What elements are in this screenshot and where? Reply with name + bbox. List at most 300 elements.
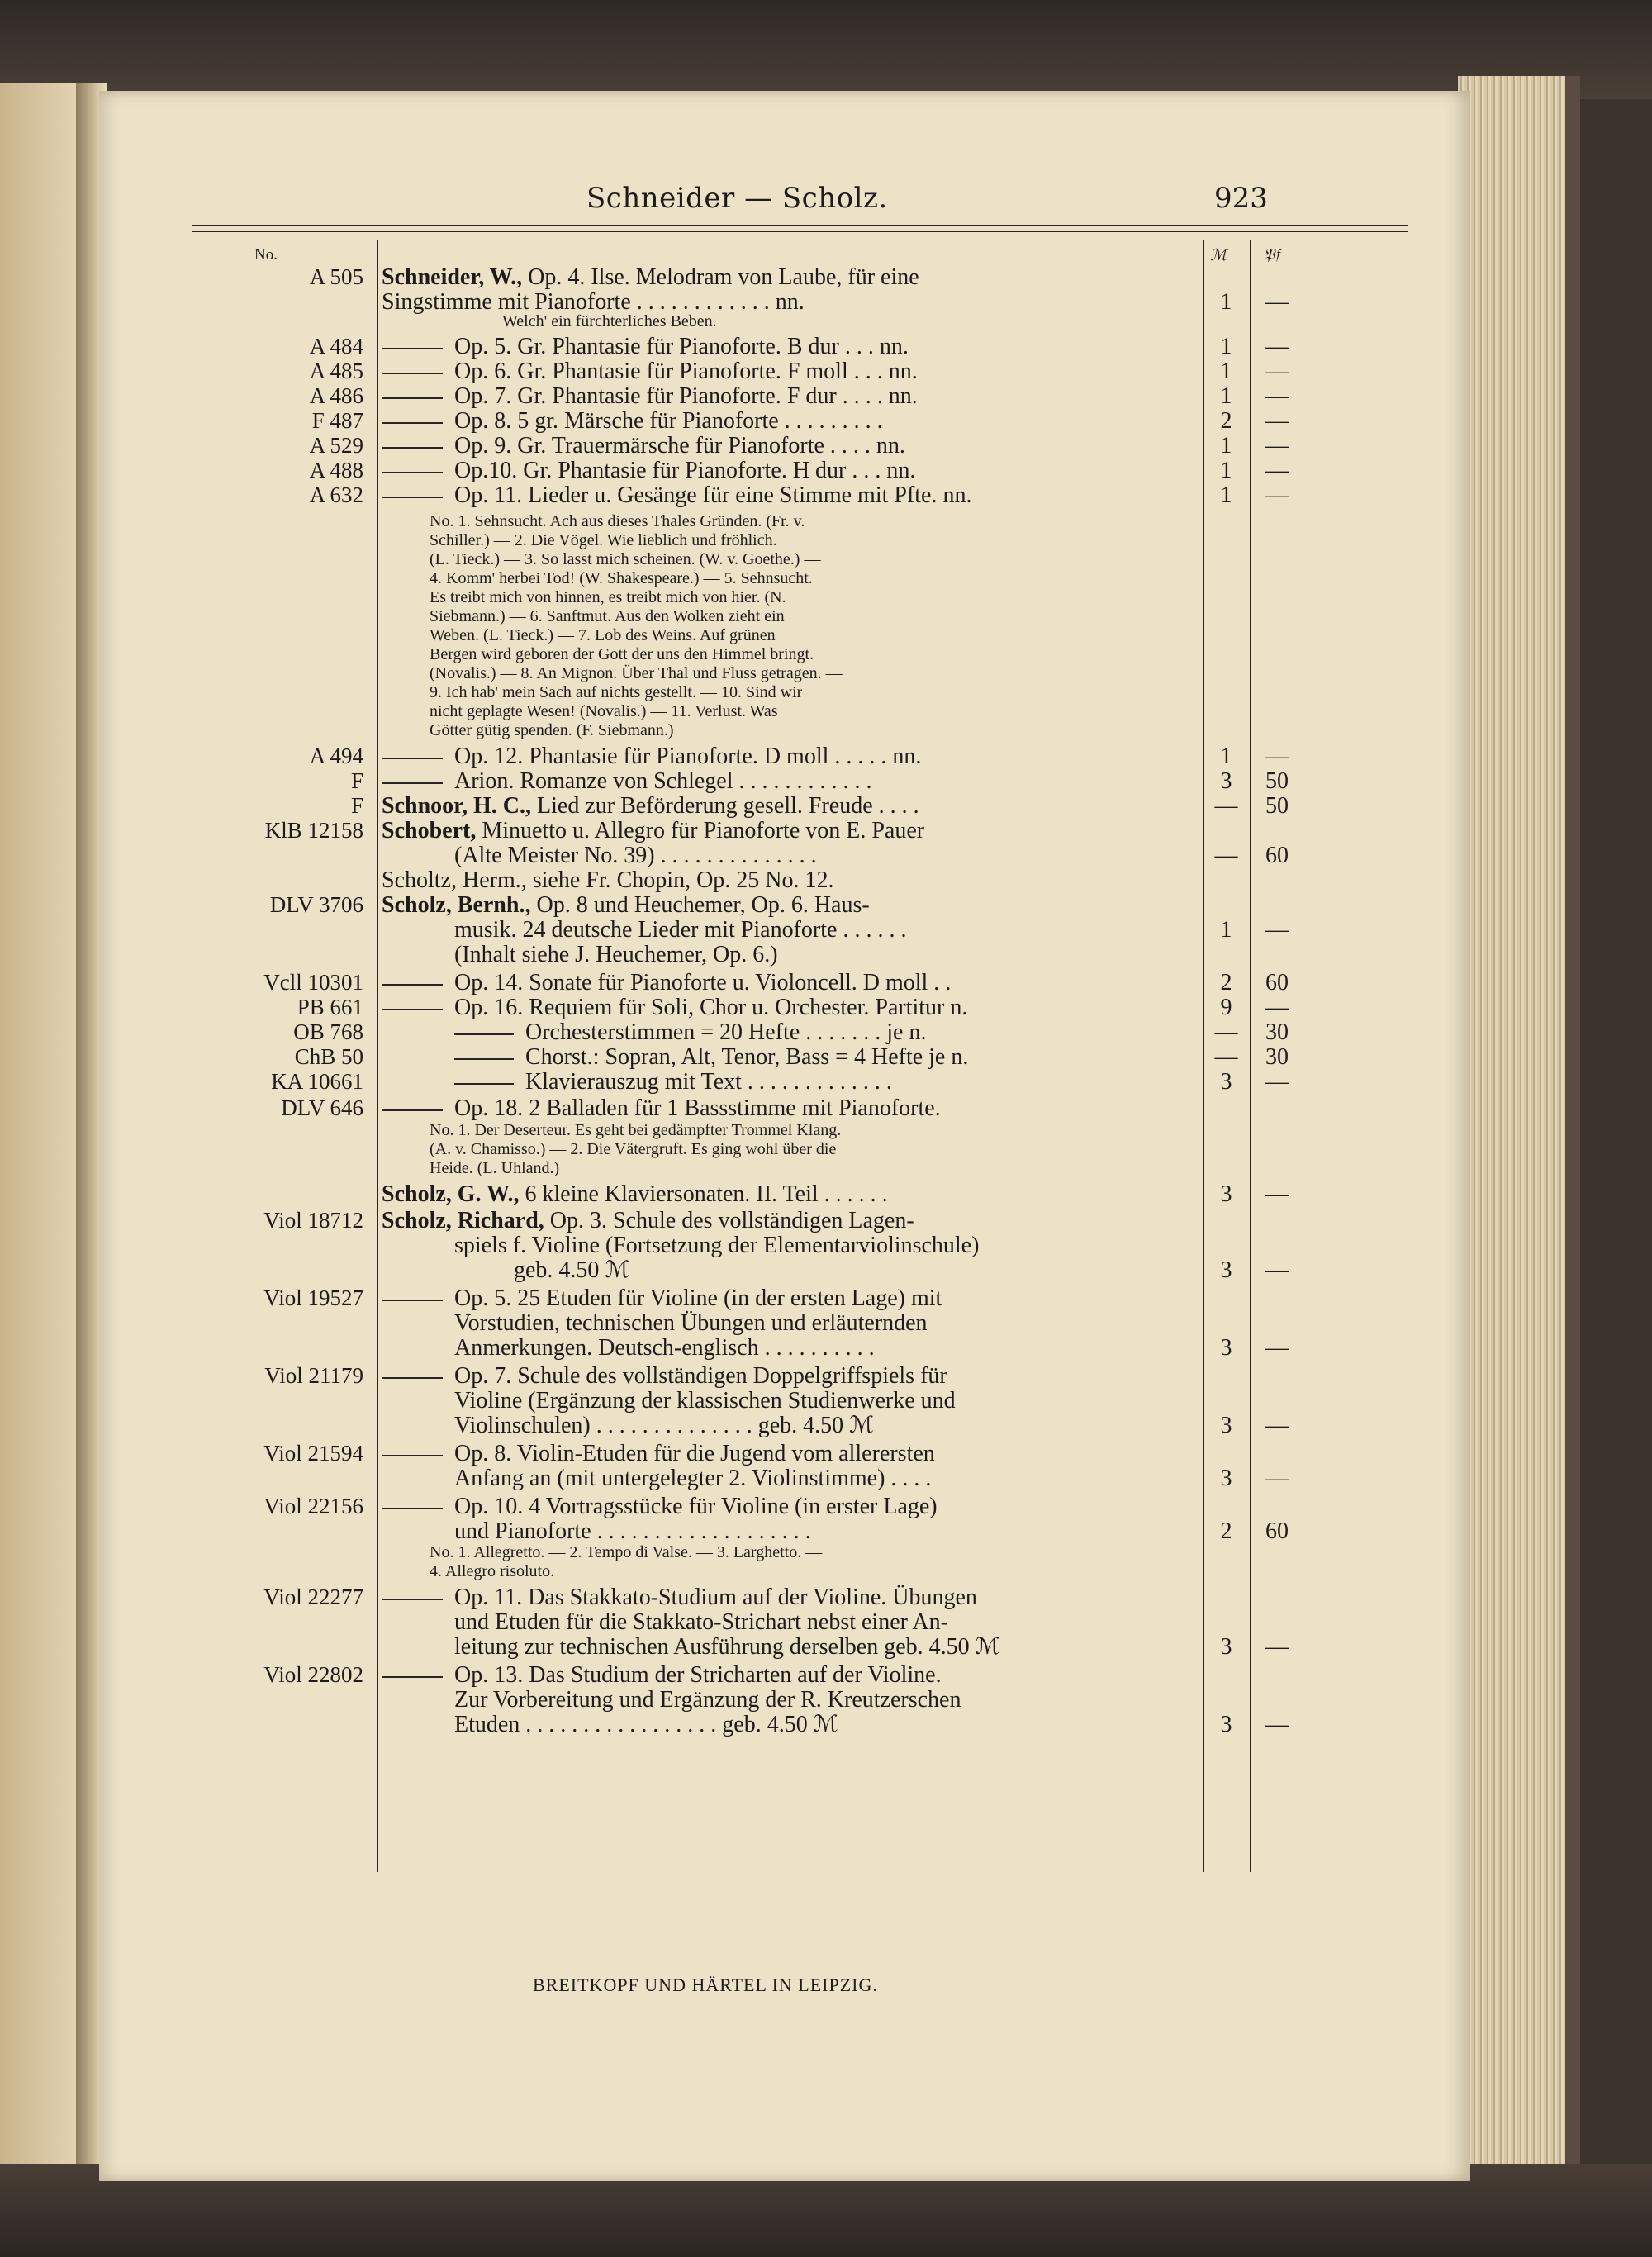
price-mark: 2 (1220, 408, 1232, 434)
catalog-number: F 487 (311, 408, 363, 433)
entry-text: Schiller.) — 2. Die Vögel. Wie lieblich und fröhlich. (430, 531, 777, 549)
entry-text: Etuden . . . . . . . . . . . . . . . . . geb. 4.50 ℳ (454, 1712, 838, 1737)
catalog-number: DLV 3706 (269, 892, 363, 917)
entry-text: (Alte Meister No. 39) . . . . . . . . . . . . . . (454, 843, 817, 868)
entry-text-cell (382, 1609, 1195, 1635)
price-pfennig: — (1265, 383, 1289, 409)
entry-text-cell (382, 1363, 1195, 1389)
entry-text-cell (382, 408, 1195, 434)
price-pfennig: — (1265, 744, 1289, 769)
entry-text: Klavierauszug mit Text . . . . . . . . . . . . . (525, 1069, 892, 1095)
entry-text: Es treibt mich von hinnen, es treibt mich von hier. (N. (430, 588, 786, 606)
entry-text: Op.10. Gr. Phantasie für Pianoforte. H dur . . . nn. (454, 458, 916, 483)
price-mark: 3 (1220, 1413, 1232, 1438)
catalog-line (99, 664, 1470, 683)
entry-text: Vorstudien, technischen Übungen und erläuternden (454, 1310, 928, 1336)
entry-text-cell (430, 607, 1198, 626)
catalog-line (99, 768, 1470, 794)
entry-text: Arion. Romanze von Schlegel . . . . . . . . . . . . (454, 768, 872, 794)
entry-text-cell (430, 312, 1198, 331)
price-mark: 1 (1220, 289, 1232, 315)
entry-text-cell (382, 917, 1195, 943)
catalog-number: KA 10661 (271, 1069, 363, 1094)
catalog-line (99, 312, 1470, 331)
entry-text: Op. 13. Das Studium der Stricharten auf der Violine. (454, 1662, 942, 1688)
price-mark: 2 (1220, 970, 1232, 995)
column-head-pfennig: 𝔓𝔣 (1264, 246, 1280, 264)
entry-text: Chorst.: Sopran, Alt, Tenor, Bass = 4 Hefte je n. (525, 1044, 969, 1070)
entry-text: musik. 24 deutsche Lieder mit Pianoforte . . . . . . (454, 917, 907, 943)
catalog-line (99, 1044, 1470, 1070)
price-pfennig: — (1265, 289, 1289, 315)
catalog-line (99, 433, 1470, 459)
catalog-number: F (350, 768, 363, 793)
ditto-dash (382, 1676, 443, 1678)
price-pfennig: — (1265, 458, 1289, 483)
catalog-number: Viol 18712 (263, 1208, 363, 1233)
entry-text: Bergen wird geboren der Gott der uns den Himmel bringt. (430, 645, 814, 663)
book-edge-top (0, 0, 1652, 99)
catalog-line (99, 607, 1470, 626)
entry-text-cell (382, 1044, 1195, 1070)
catalog-line (99, 1662, 1470, 1688)
catalog-line (99, 1609, 1470, 1635)
entry-text-cell (382, 359, 1195, 384)
price-pfennig: — (1265, 1634, 1289, 1660)
catalog-line (99, 359, 1470, 384)
catalog-page (99, 91, 1470, 2181)
catalog-line (99, 1634, 1470, 1660)
entry-text-cell (382, 1181, 1195, 1207)
catalog-line (99, 1019, 1470, 1045)
entry-text: (Inhalt siehe J. Heuchemer, Op. 6.) (454, 942, 778, 967)
entry-text: Schneider, W., Op. 4. Ilse. Melodram von Laube, für eine (382, 264, 919, 290)
ditto-dash (454, 1083, 514, 1085)
entry-text-cell (382, 867, 1195, 893)
entry-text-cell (382, 1466, 1195, 1491)
entry-text: Anmerkungen. Deutsch-englisch . . . . . . . . . . (454, 1335, 875, 1361)
price-pfennig: — (1265, 359, 1289, 384)
entry-text: und Pianoforte . . . . . . . . . . . . . . . . . . . (454, 1518, 811, 1544)
entry-text-cell (430, 531, 1198, 550)
catalog-line (99, 289, 1470, 315)
catalog-line (99, 531, 1470, 550)
ditto-dash (382, 782, 443, 784)
entry-text: Violinschulen) . . . . . . . . . . . . . . geb. 4.50 ℳ (454, 1413, 875, 1438)
price-mark: 1 (1220, 482, 1232, 508)
entry-text: 4. Allegro risoluto. (430, 1562, 555, 1580)
entry-text-cell (430, 1140, 1198, 1159)
entry-text-cell (382, 482, 1195, 508)
entry-text: Orchesterstimmen = 20 Hefte . . . . . . . je n. (525, 1019, 927, 1045)
composer-name: Scholz, Richard, (382, 1208, 544, 1233)
entry-text: Op. 7. Schule des vollständigen Doppelgriffspiels für (454, 1363, 947, 1389)
entry-text-cell (382, 1208, 1195, 1233)
price-mark: 1 (1220, 334, 1232, 359)
catalog-number: A 505 (309, 264, 363, 289)
entry-text: No. 1. Der Deserteur. Es geht bei gedämpfter Trommel Klang. (430, 1121, 842, 1139)
page-stack-edge (1458, 76, 1580, 2191)
entry-text-cell (430, 702, 1198, 721)
entry-text-cell (382, 995, 1195, 1020)
price-pfennig: — (1265, 1413, 1289, 1438)
catalog-line (99, 744, 1470, 769)
entry-text: No. 1. Allegretto. — 2. Tempo di Valse. — 3. Larghetto. — (430, 1543, 823, 1561)
entry-text: geb. 4.50 ℳ (514, 1257, 630, 1283)
catalog-line (99, 1095, 1470, 1121)
entry-text-cell (382, 1712, 1195, 1737)
catalog-number: A 485 (309, 359, 363, 383)
catalog-line (99, 818, 1470, 843)
catalog-line (99, 1518, 1470, 1544)
entry-text: (Novalis.) — 8. An Mignon. Über Thal und Fluss getragen. — (430, 664, 843, 682)
composer-name: Schneider, W., (382, 264, 523, 290)
entry-text: Anfang an (mit untergelegter 2. Violinstimme) . . . . (454, 1466, 932, 1491)
catalog-number: Vcll 10301 (263, 970, 363, 995)
price-pfennig: — (1265, 917, 1289, 943)
catalog-line (99, 482, 1470, 508)
catalog-line (99, 1121, 1470, 1140)
price-mark: — (1214, 793, 1238, 819)
publisher-footer: BREITKOPF UND HÄRTEL IN LEIPZIG. (533, 1974, 878, 1995)
catalog-number: DLV 646 (281, 1095, 363, 1120)
price-mark: 2 (1220, 1518, 1232, 1544)
entry-text: Op. 12. Phantasie für Pianoforte. D moll . . . . . nn. (454, 744, 922, 769)
catalog-number: Viol 21179 (264, 1363, 363, 1388)
catalog-number: A 529 (309, 433, 363, 458)
entry-text: und Etuden für die Stakkato-Strichart nebst einer An- (454, 1609, 948, 1635)
entry-text: Schobert, Minuetto u. Allegro für Pianoforte von E. Pauer (382, 818, 925, 843)
ditto-dash (382, 348, 443, 349)
entry-text: Singstimme mit Pianoforte . . . . . . . . . . . . nn. (382, 289, 805, 315)
catalog-number: ChB 50 (294, 1044, 363, 1069)
price-mark: 1 (1220, 433, 1232, 459)
entry-text-cell (382, 1634, 1195, 1660)
ditto-dash (382, 422, 443, 424)
entry-text-cell (382, 1257, 1195, 1283)
entry-text-cell (430, 1562, 1198, 1581)
ditto-dash (382, 1599, 443, 1600)
catalog-line (99, 588, 1470, 607)
entry-text-cell (430, 626, 1198, 645)
price-mark: 3 (1220, 1634, 1232, 1660)
catalog-line (99, 1181, 1470, 1207)
ditto-dash (382, 1109, 443, 1111)
catalog-line (99, 1363, 1470, 1389)
entry-text-cell (382, 768, 1195, 794)
catalog-line (99, 702, 1470, 721)
catalog-line (99, 458, 1470, 483)
price-mark: — (1214, 1019, 1238, 1045)
price-mark: — (1214, 843, 1238, 868)
catalog-line (99, 1494, 1470, 1519)
catalog-line (99, 512, 1470, 531)
price-mark: 1 (1220, 458, 1232, 483)
entry-text-cell (430, 721, 1198, 740)
ditto-dash (454, 1033, 514, 1035)
catalog-line (99, 1257, 1470, 1283)
price-pfennig: — (1265, 1466, 1289, 1491)
catalog-line (99, 569, 1470, 588)
entry-text-cell (382, 843, 1195, 868)
catalog-line (99, 1687, 1470, 1713)
entry-text: Op. 10. 4 Vortragsstücke für Violine (in erster Lage) (454, 1494, 938, 1519)
catalog-number: OB 768 (293, 1019, 363, 1044)
entry-text: Scholz, Richard, Op. 3. Schule des vollständigen Lagen- (382, 1208, 914, 1233)
entry-text-cell (382, 1662, 1195, 1688)
catalog-number: A 484 (309, 334, 363, 359)
catalog-number: Viol 22802 (263, 1662, 363, 1687)
composer-name: Scholz, Bernh., (382, 892, 531, 918)
catalog-line (99, 1388, 1470, 1414)
entry-text: Op. 11. Das Stakkato-Studium auf der Violine. Übungen (454, 1585, 977, 1610)
price-pfennig: 50 (1265, 793, 1289, 819)
catalog-number: Viol 22277 (263, 1585, 363, 1609)
ditto-dash (382, 497, 443, 498)
price-pfennig: 60 (1265, 970, 1289, 995)
entry-text: nicht geplagte Wesen! (Novalis.) — 11. Verlust. Was (430, 702, 778, 720)
price-pfennig: — (1265, 1712, 1289, 1737)
catalog-line (99, 843, 1470, 868)
catalog-line (99, 626, 1470, 645)
page-number: 923 (1214, 182, 1268, 215)
price-pfennig: — (1265, 1257, 1289, 1283)
entry-text: spiels f. Violine (Fortsetzung der Elementarviolinschule) (454, 1233, 980, 1258)
entry-text-cell (382, 1441, 1195, 1466)
ditto-dash (382, 472, 443, 473)
catalog-line (99, 721, 1470, 740)
column-head-mark: ℳ (1210, 247, 1227, 264)
entry-text-cell (382, 1413, 1195, 1438)
catalog-line (99, 995, 1470, 1020)
entry-text-cell (382, 1233, 1195, 1258)
catalog-line (99, 264, 1470, 290)
price-pfennig: — (1265, 433, 1289, 459)
entry-text-cell (382, 818, 1195, 843)
price-pfennig: — (1265, 1181, 1289, 1207)
price-pfennig: — (1265, 408, 1289, 434)
entry-text-cell (430, 588, 1198, 607)
catalog-line (99, 1585, 1470, 1610)
catalog-line (99, 892, 1470, 918)
catalog-line (99, 683, 1470, 702)
entry-text: Scholtz, Herm., siehe Fr. Chopin, Op. 25 No. 12. (382, 867, 834, 893)
entry-text: Scholz, G. W., 6 kleine Klaviersonaten. II. Teil . . . . . . (382, 1181, 888, 1207)
catalog-number: Viol 21594 (263, 1441, 363, 1466)
entry-text: Welch' ein fürchterliches Beben. (502, 312, 717, 330)
catalog-line (99, 793, 1470, 819)
catalog-line (99, 1543, 1470, 1562)
ditto-dash (382, 397, 443, 399)
ditto-dash (382, 1300, 443, 1301)
catalog-line (99, 1310, 1470, 1336)
entry-text-cell (382, 1019, 1195, 1045)
composer-name: Schnoor, H. C., (382, 793, 532, 819)
price-pfennig: — (1265, 995, 1289, 1020)
price-pfennig: 30 (1265, 1044, 1289, 1070)
price-mark: 1 (1220, 917, 1232, 943)
entry-text: Götter gütig spenden. (F. Siebmann.) (430, 721, 674, 739)
entry-text: Heide. (L. Uhland.) (430, 1159, 560, 1177)
entry-text-cell (382, 433, 1195, 459)
ditto-dash (454, 1058, 514, 1060)
price-pfennig: — (1265, 1335, 1289, 1361)
entry-text-cell (382, 1518, 1195, 1544)
catalog-line (99, 334, 1470, 359)
entry-text: Op. 16. Requiem für Soli, Chor u. Orchester. Partitur n. (454, 995, 968, 1020)
composer-name: Schobert, (382, 818, 477, 843)
entry-text-cell (382, 334, 1195, 359)
entry-text-cell (382, 289, 1195, 315)
entry-text: Op. 11. Lieder u. Gesänge für eine Stimme mit Pfte. nn. (454, 482, 972, 508)
ditto-dash (382, 447, 443, 449)
catalog-line (99, 1562, 1470, 1581)
entry-text-cell (382, 942, 1195, 967)
catalog-line (99, 1285, 1470, 1311)
price-pfennig: 50 (1265, 768, 1289, 794)
entry-text-cell (382, 1585, 1195, 1610)
entry-text-cell (382, 744, 1195, 769)
entry-text-cell (382, 793, 1195, 819)
entry-text: (A. v. Chamisso.) — 2. Die Vätergruft. Es ging wohl über die (430, 1140, 837, 1158)
entry-text-cell (430, 1121, 1198, 1140)
price-pfennig: 60 (1265, 843, 1289, 868)
catalog-line (99, 1466, 1470, 1491)
catalog-line (99, 1335, 1470, 1361)
entry-text: Op. 14. Sonate für Pianoforte u. Violoncell. D moll . . (454, 970, 952, 995)
catalog-number: A 488 (309, 458, 363, 482)
price-pfennig: — (1265, 482, 1289, 508)
price-mark: — (1214, 1044, 1238, 1070)
entry-text-cell (382, 264, 1195, 290)
price-pfennig: — (1265, 334, 1289, 359)
entry-text-cell (382, 1335, 1195, 1361)
catalog-line (99, 1069, 1470, 1095)
catalog-number: Viol 22156 (263, 1494, 363, 1518)
catalog-line (99, 1159, 1470, 1178)
entry-text: Schnoor, H. C., Lied zur Beförderung gesell. Freude . . . . (382, 793, 919, 819)
catalog-line (99, 942, 1470, 967)
ditto-dash (382, 1455, 443, 1456)
catalog-line (99, 1413, 1470, 1438)
catalog-line (99, 408, 1470, 434)
entry-text-cell (382, 1687, 1195, 1713)
price-pfennig: 60 (1265, 1518, 1289, 1544)
catalog-number: KlB 12158 (264, 818, 363, 843)
column-head-no: No. (254, 246, 278, 264)
entry-text-cell (430, 1543, 1198, 1562)
entry-text-cell (430, 550, 1198, 569)
entry-text-cell (382, 458, 1195, 483)
entry-text-cell (430, 664, 1198, 683)
catalog-line (99, 1233, 1470, 1258)
price-mark: 9 (1220, 995, 1232, 1020)
ditto-dash (382, 984, 443, 986)
entry-text: Op. 5. Gr. Phantasie für Pianoforte. B dur . . . nn. (454, 334, 909, 359)
entry-text-cell (430, 512, 1198, 531)
entry-text: Op. 18. 2 Balladen für 1 Bassstimme mit Pianoforte. (454, 1095, 941, 1121)
ditto-dash (382, 1508, 443, 1509)
price-mark: 1 (1220, 383, 1232, 409)
ditto-dash (382, 373, 443, 374)
catalog-line (99, 867, 1470, 893)
entry-text-cell (382, 383, 1195, 409)
entry-text-cell (382, 1285, 1195, 1311)
catalog-number: F (350, 793, 363, 818)
entry-text: Weben. (L. Tieck.) — 7. Lob des Weins. Auf grünen (430, 626, 776, 644)
catalog-number: A 494 (309, 744, 363, 768)
price-mark: 3 (1220, 1069, 1232, 1095)
header-rule (192, 225, 1408, 232)
ditto-dash (382, 1009, 443, 1010)
price-mark: 3 (1220, 1712, 1232, 1737)
price-mark: 1 (1220, 359, 1232, 384)
entry-text: Op. 9. Gr. Trauermärsche für Pianoforte . . . . nn. (454, 433, 905, 459)
entry-text-cell (430, 645, 1198, 664)
entry-text: leitung zur technischen Ausführung derselben geb. 4.50 ℳ (454, 1634, 1000, 1660)
price-mark: 3 (1220, 1335, 1232, 1361)
ditto-dash (382, 1377, 443, 1379)
entry-text: 9. Ich hab' mein Sach auf nichts gestellt. — 10. Sind wir (430, 683, 803, 701)
entry-text-cell (430, 1159, 1198, 1178)
catalog-line (99, 1208, 1470, 1233)
entry-text-cell (382, 1494, 1195, 1519)
catalog-number: A 486 (309, 383, 363, 408)
entry-text: Zur Vorbereitung und Ergänzung der R. Kreutzerschen (454, 1687, 961, 1713)
catalog-line (99, 550, 1470, 569)
entry-text: No. 1. Sehnsucht. Ach aus dieses Thales Gründen. (Fr. v. (430, 512, 805, 530)
entry-text-cell (382, 1388, 1195, 1414)
price-mark: 3 (1220, 768, 1232, 794)
catalog-number: A 632 (309, 482, 363, 507)
catalog-line (99, 1712, 1470, 1737)
catalog-line (99, 917, 1470, 943)
price-pfennig: — (1265, 1069, 1289, 1095)
composer-name: Scholz, G. W., (382, 1181, 520, 1207)
catalog-line (99, 383, 1470, 409)
price-mark: 1 (1220, 744, 1232, 769)
catalog-line (99, 1441, 1470, 1466)
entry-text: Siebmann.) — 6. Sanftmut. Aus den Wolken zieht ein (430, 607, 785, 625)
entry-text-cell (382, 970, 1195, 995)
catalog-number: Viol 19527 (263, 1285, 363, 1310)
catalog-number: PB 661 (297, 995, 363, 1019)
entry-text: Op. 8. 5 gr. Märsche für Pianoforte . . . . . . . . . (454, 408, 883, 434)
entry-text: Op. 5. 25 Etuden für Violine (in der ersten Lage) mit (454, 1285, 942, 1311)
entry-text-cell (430, 569, 1198, 588)
entry-text-cell (430, 683, 1198, 702)
entry-text: Op. 7. Gr. Phantasie für Pianoforte. F dur . . . . nn. (454, 383, 918, 409)
entry-text: 4. Komm' herbei Tod! (W. Shakespeare.) — 5. Sehnsucht. (430, 569, 813, 587)
entry-text: (L. Tieck.) — 3. So lasst mich scheinen. (W. v. Goethe.) — (430, 550, 821, 568)
catalog-line (99, 645, 1470, 664)
price-mark: 3 (1220, 1257, 1232, 1283)
entry-text-cell (382, 1095, 1195, 1121)
ditto-dash (382, 758, 443, 759)
entry-text: Op. 6. Gr. Phantasie für Pianoforte. F moll . . . nn. (454, 359, 918, 384)
price-mark: 3 (1220, 1181, 1232, 1207)
entry-text: Op. 8. Violin-Etuden für die Jugend vom allerersten (454, 1441, 935, 1466)
entry-text-cell (382, 1069, 1195, 1095)
entry-text-cell (382, 1310, 1195, 1336)
entry-text: Scholz, Bernh., Op. 8 und Heuchemer, Op. 6. Haus- (382, 892, 870, 918)
catalog-line (99, 970, 1470, 995)
entry-text-cell (382, 892, 1195, 918)
running-head: Schneider — Scholz. (586, 182, 888, 215)
entry-text: Violine (Ergänzung der klassischen Studienwerke und (454, 1388, 956, 1414)
price-pfennig: 30 (1265, 1019, 1289, 1045)
price-mark: 3 (1220, 1466, 1232, 1491)
